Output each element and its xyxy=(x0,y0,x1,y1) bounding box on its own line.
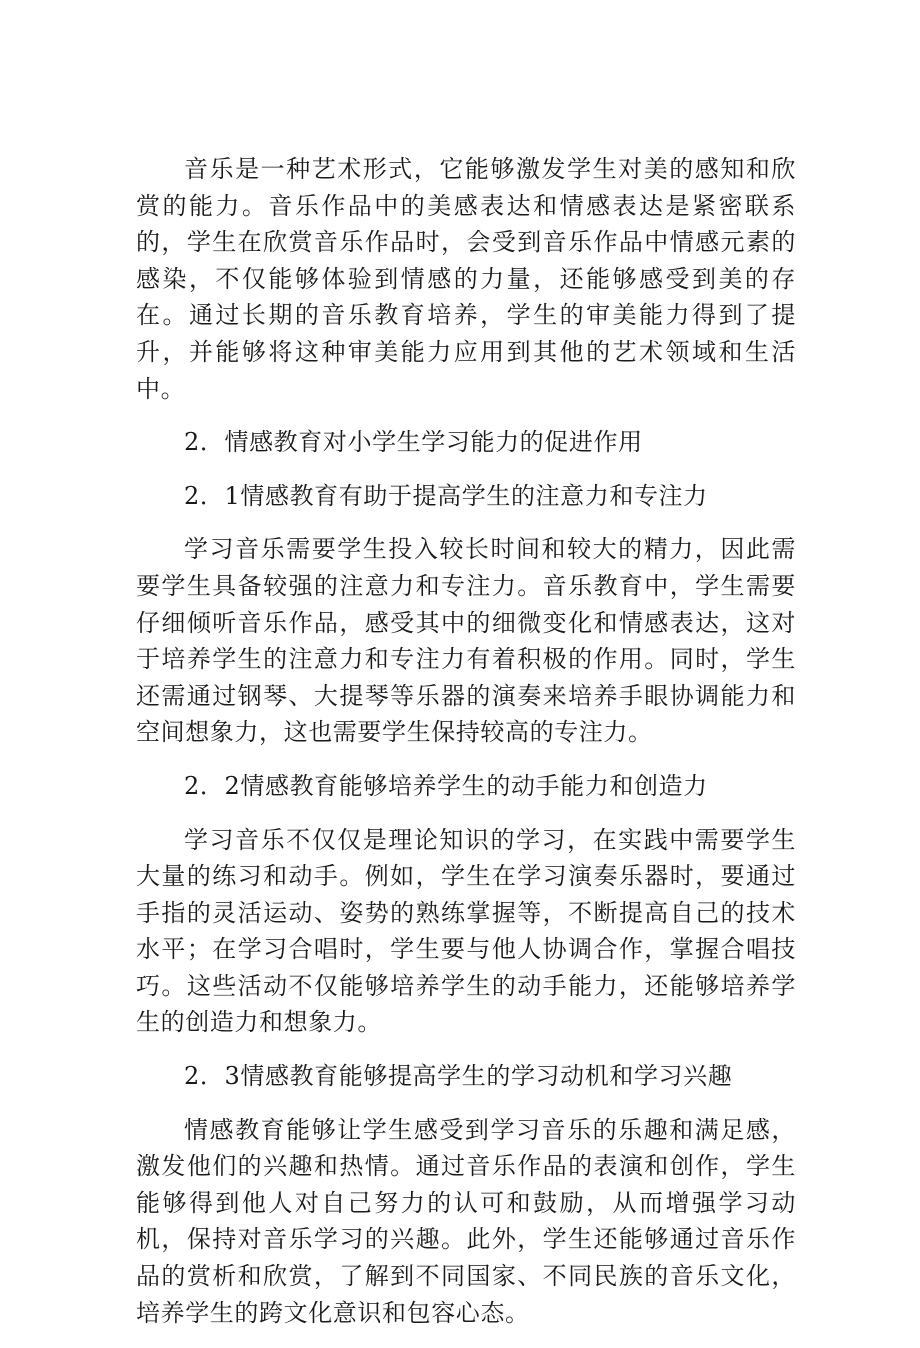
paragraph-aesthetic-ability: 音乐是一种艺术形式，它能够激发学生对美的感知和欣赏的能力。音乐作品中的美感表达和情感表达是紧密联系的，学生在欣赏音乐作品时，会受到音乐作品中情感元素的感染，不仅能够体验到情感的力量，还能够感受到美的存在。通过长期的音乐教育培养，学生的审美能力得到了提升，并能够将这种审美能力应用到其他的艺术领域和生活中。 xyxy=(136,155,796,403)
subsection-heading-2-1: 2．1情感教育有助于提高学生的注意力和专注力 xyxy=(184,481,708,510)
document-body xyxy=(136,151,796,1348)
paragraph-attention: 学习音乐需要学生投入较长时间和较大的精力，因此需要学生具备较强的注意力和专注力。音乐教育中，学生需要仔细倾听音乐作品，感受其中的细微变化和情感表达，这对于培养学生的注意力和专注力有着积极的作用。同时，学生还需通过钢琴、大提琴等乐器的演奏来培养手眼协调能力和空间想象力，这也需要学生保持较高的专注力。 xyxy=(136,535,796,747)
paragraph-motivation: 情感教育能够让学生感受到学习音乐的乐趣和满足感，激发他们的兴趣和热情。通过音乐作品的表演和创作，学生能够得到他人对自己努力的认可和鼓励，从而增强学习动机，保持对音乐学习的兴趣。此外，学生还能够通过音乐作品的赏析和欣赏，了解到不同国家、不同民族的音乐文化，培养学生的跨文化意识和包容心态。 xyxy=(136,1115,796,1327)
subsection-heading-2-2: 2．2情感教育能够培养学生的动手能力和创造力 xyxy=(184,771,708,800)
paragraph-hands-on: 学习音乐不仅仅是理论知识的学习，在实践中需要学生大量的练习和动手。例如，学生在学习演奏乐器时，要通过手指的灵活运动、姿势的熟练掌握等，不断提高自己的技术水平；在学习合唱时，学生要与他人协调合作，掌握合唱技巧。这些活动不仅能够培养学生的动手能力，还能够培养学生的创造力和想象力。 xyxy=(136,825,796,1037)
section-heading-2: 2．情感教育对小学生学习能力的促进作用 xyxy=(184,428,643,457)
subsection-heading-2-3: 2．3情感教育能够提高学生的学习动机和学习兴趣 xyxy=(184,1062,733,1091)
